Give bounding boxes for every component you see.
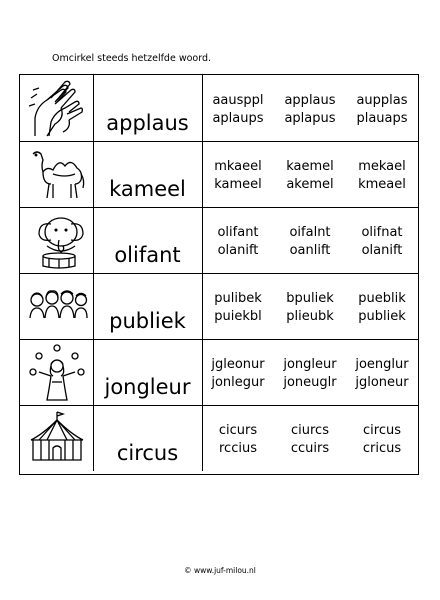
word-option[interactable]: cricus: [362, 441, 402, 456]
word-option[interactable]: jgleonur: [211, 357, 265, 372]
word-option[interactable]: plauaps: [356, 111, 408, 126]
camel-icon: [20, 141, 94, 207]
word-option[interactable]: ciurcs: [291, 423, 329, 438]
word-option[interactable]: oanlift: [289, 243, 331, 258]
worksheet-row: [20, 339, 418, 406]
instruction-text: Omcirkel steeds hetzelfde woord.: [52, 53, 212, 64]
word-option[interactable]: ccuirs: [290, 441, 330, 456]
word-option[interactable]: aplaups: [212, 111, 264, 126]
word-options: [202, 405, 418, 471]
word-option[interactable]: jongleur: [283, 357, 337, 372]
target-word: olifant: [93, 207, 203, 273]
worksheet-row: [20, 75, 418, 142]
word-option[interactable]: pulibek: [214, 291, 262, 306]
word-option[interactable]: oifalnt: [289, 225, 331, 240]
worksheet-row: [20, 405, 418, 471]
elephant-icon: [20, 207, 94, 273]
word-option[interactable]: kaemel: [286, 159, 334, 174]
word-option[interactable]: cicurs: [218, 423, 258, 438]
word-option[interactable]: kmeael: [358, 177, 406, 192]
worksheet-row: [20, 273, 418, 340]
target-word: kameel: [93, 141, 203, 207]
worksheet-table: [19, 74, 419, 475]
word-option[interactable]: jgloneur: [355, 375, 409, 390]
word-option[interactable]: pueblik: [358, 291, 406, 306]
word-options: [202, 141, 418, 207]
worksheet-row: [20, 207, 418, 274]
word-option[interactable]: akemel: [286, 177, 334, 192]
juggler-icon: [20, 339, 94, 405]
word-option[interactable]: mkaeel: [214, 159, 262, 174]
target-word: circus: [93, 405, 203, 471]
word-options: [202, 273, 418, 339]
word-option[interactable]: olifnat: [361, 225, 403, 240]
word-option[interactable]: jonlegur: [211, 375, 265, 390]
word-option[interactable]: rccius: [219, 441, 257, 456]
word-option[interactable]: applaus: [284, 93, 336, 108]
word-option[interactable]: olanift: [217, 243, 259, 258]
word-option[interactable]: plieubk: [286, 309, 334, 324]
word-option[interactable]: olifant: [217, 225, 259, 240]
word-option[interactable]: publiek: [358, 309, 406, 324]
word-options: [202, 207, 418, 273]
target-word: jongleur: [93, 339, 203, 405]
word-option[interactable]: joenglur: [355, 357, 409, 372]
word-option[interactable]: puiekbl: [214, 309, 262, 324]
word-option[interactable]: kameel: [214, 177, 262, 192]
target-word: publiek: [93, 273, 203, 339]
word-option[interactable]: bpuliek: [286, 291, 334, 306]
word-option[interactable]: aplapus: [284, 111, 336, 126]
word-option[interactable]: joneuglr: [283, 375, 337, 390]
worksheet-row: [20, 141, 418, 208]
word-option[interactable]: olanift: [361, 243, 403, 258]
circus-tent-icon: [20, 405, 94, 471]
word-option[interactable]: mekael: [358, 159, 406, 174]
word-options: [202, 339, 418, 405]
clapping-hands-icon: [20, 75, 94, 141]
audience-icon: [20, 273, 94, 339]
target-word: applaus: [93, 75, 203, 141]
word-option[interactable]: circus: [363, 423, 401, 438]
word-option[interactable]: aausppl: [212, 93, 264, 108]
footer-credit: © www.juf-milou.nl: [184, 566, 256, 575]
word-option[interactable]: aupplas: [356, 93, 408, 108]
word-options: [202, 75, 418, 141]
